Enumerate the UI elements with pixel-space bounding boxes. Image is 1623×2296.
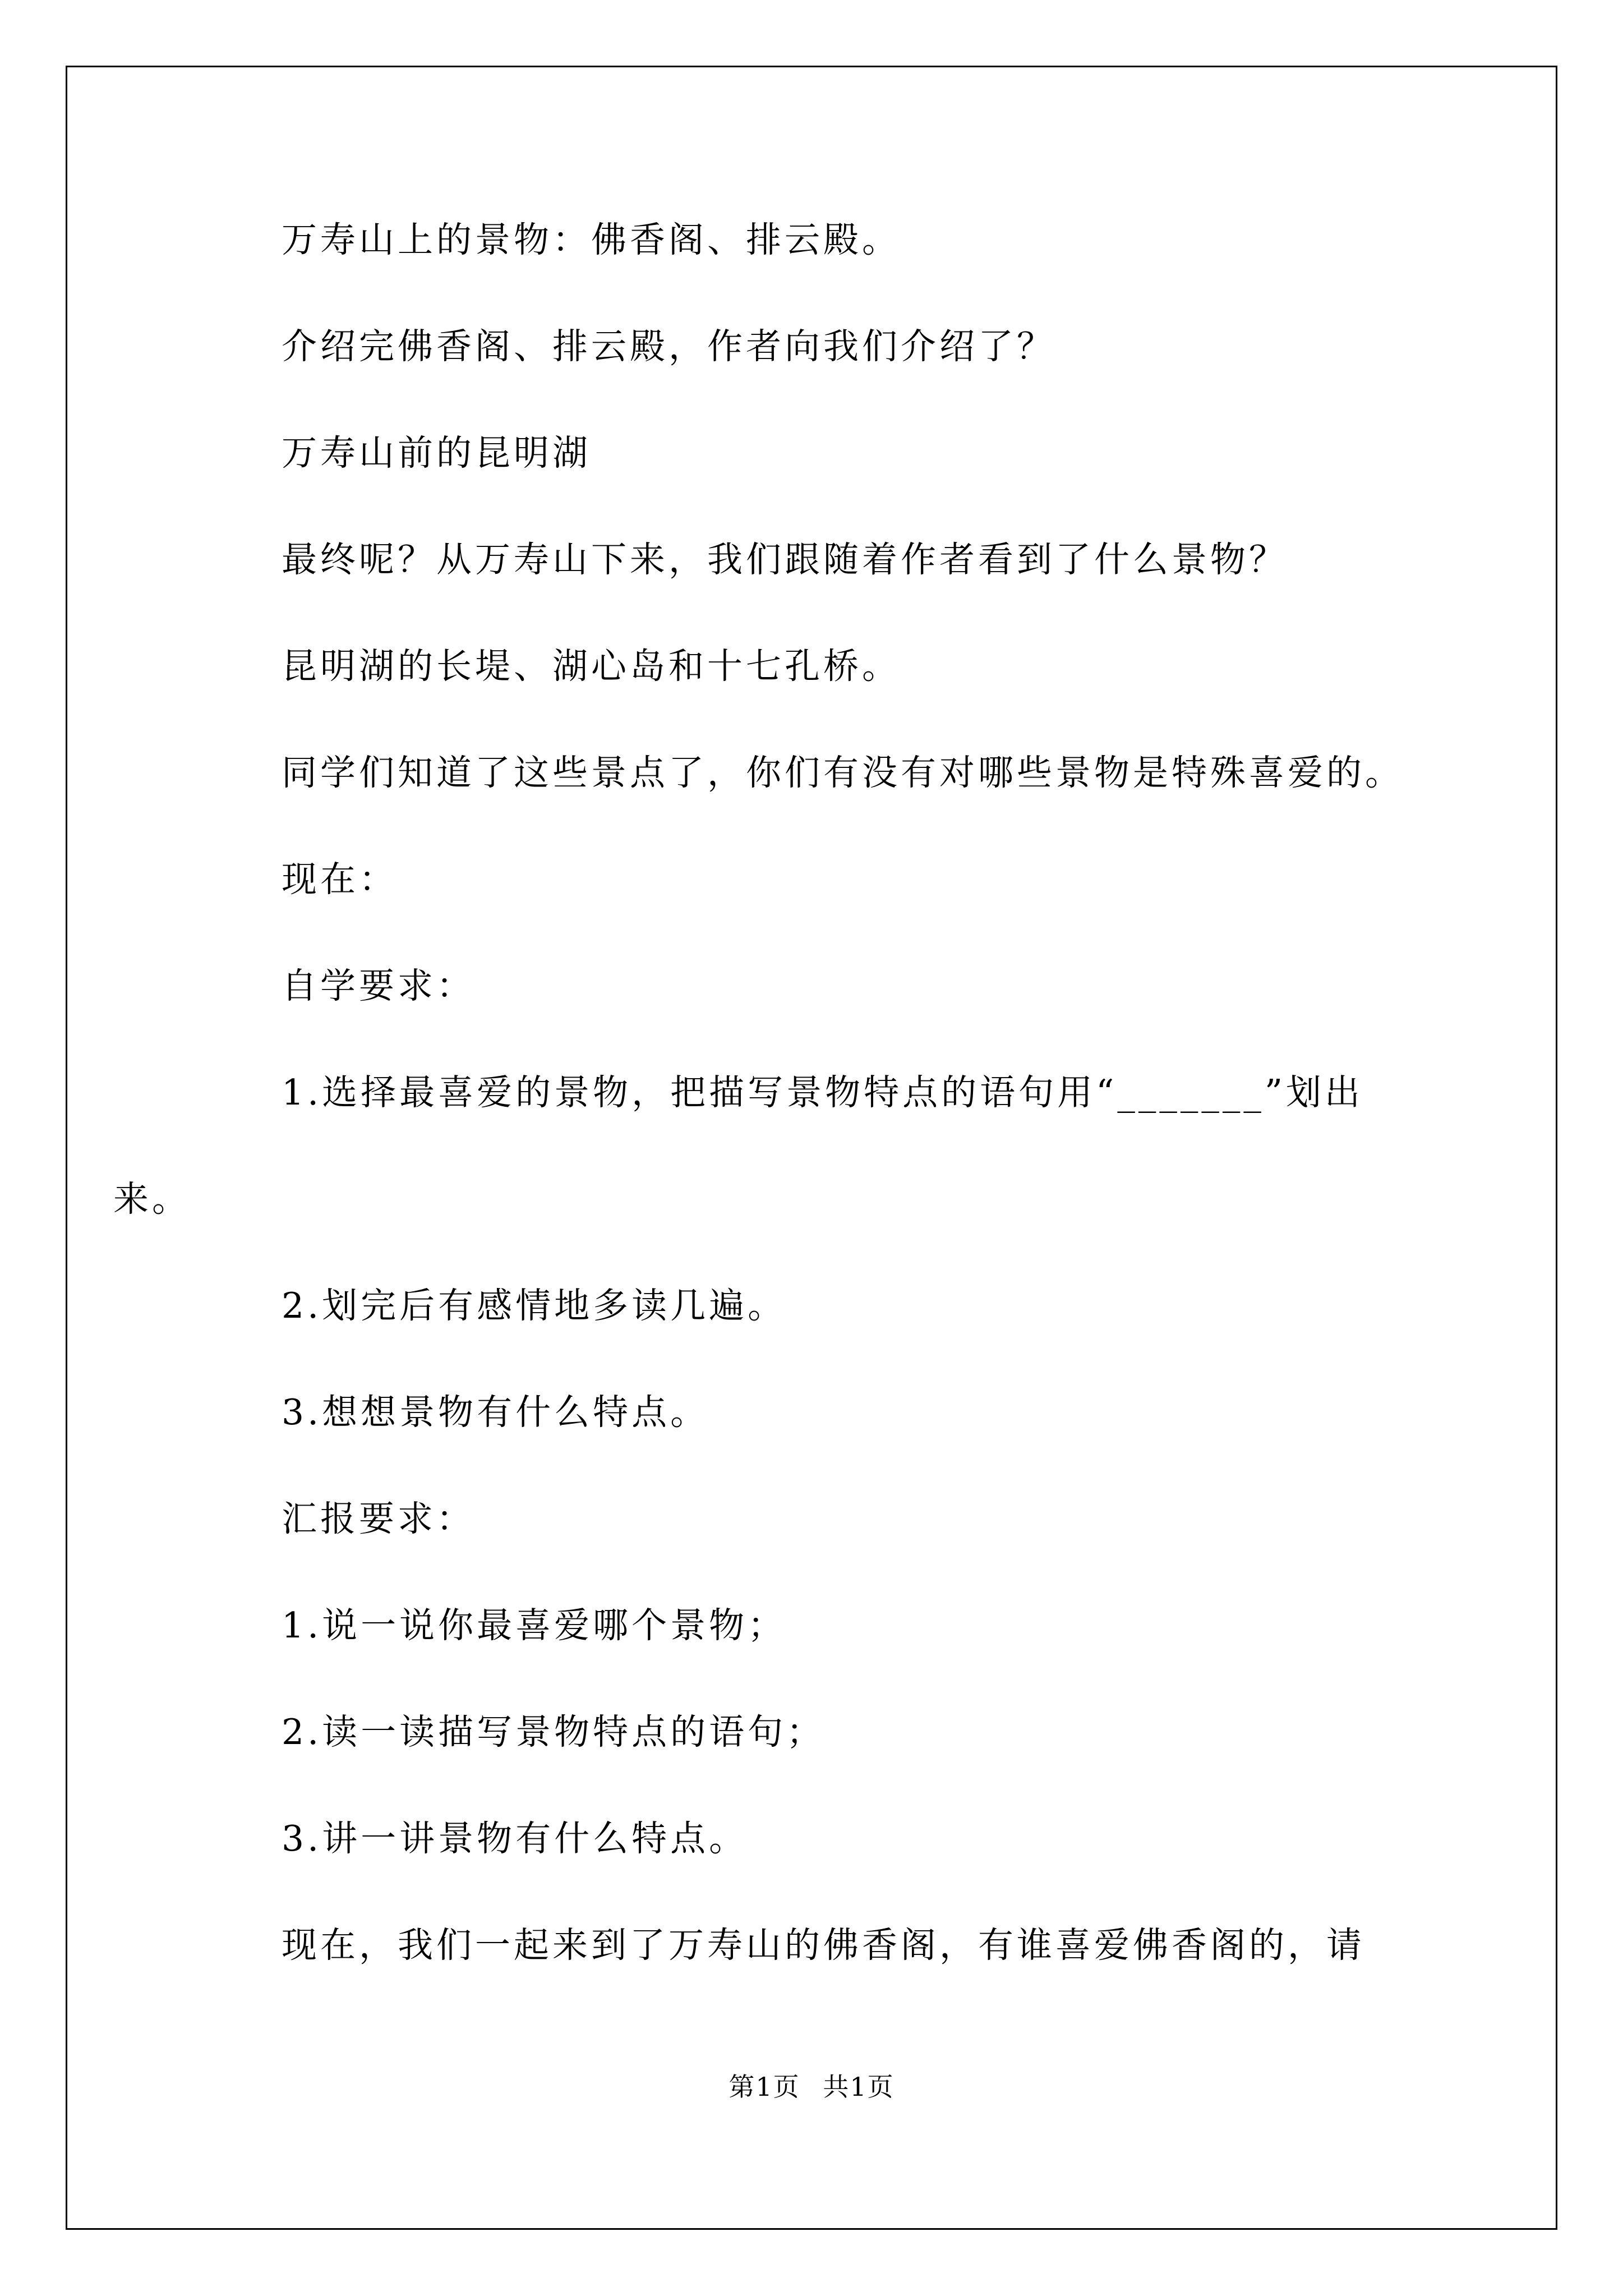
- document-body: [113, 213, 1431, 2025]
- paragraph: 万寿山前的昆明湖: [282, 432, 591, 473]
- paragraph: 现在，我们一起来到了万寿山的佛香阁，有谁喜爱佛香阁的，请: [282, 1925, 1365, 1966]
- paragraph: 最终呢？从万寿山下来，我们跟随着作者看到了什么景物？: [282, 539, 1288, 580]
- page-total: 共1页: [823, 2072, 895, 2102]
- paragraph: 3.想想景物有什么特点。: [282, 1392, 709, 1433]
- page-number: 第1页: [728, 2072, 800, 2102]
- paragraph: 同学们知道了这些景点了，你们有没有对哪些景物是特殊喜爱的。: [282, 752, 1404, 793]
- paragraph: 现在：: [282, 859, 398, 900]
- paragraph: 介绍完佛香阁、排云殿，作者向我们介绍了？: [282, 326, 1055, 367]
- paragraph: 万寿山上的景物：佛香阁、排云殿。: [282, 219, 901, 260]
- paragraph-continuation: 来。: [113, 1179, 191, 1220]
- paragraph: 自学要求：: [282, 965, 475, 1006]
- paragraph: 汇报要求：: [282, 1498, 475, 1539]
- page-footer: [0, 2070, 1623, 2104]
- paragraph: 2.读一读描写景物特点的语句；: [282, 1711, 826, 1752]
- paragraph: 1.说一说你最喜爱哪个景物；: [282, 1605, 787, 1646]
- paragraph: 昆明湖的长堤、湖心岛和十七孔桥。: [282, 646, 901, 687]
- paragraph: 1.选择最喜爱的景物，把描写景物特点的语句用“_______”划出: [282, 1072, 1364, 1113]
- paragraph: 3.讲一讲景物有什么特点。: [282, 1818, 748, 1859]
- paragraph: 2.划完后有感情地多读几遍。: [282, 1285, 787, 1326]
